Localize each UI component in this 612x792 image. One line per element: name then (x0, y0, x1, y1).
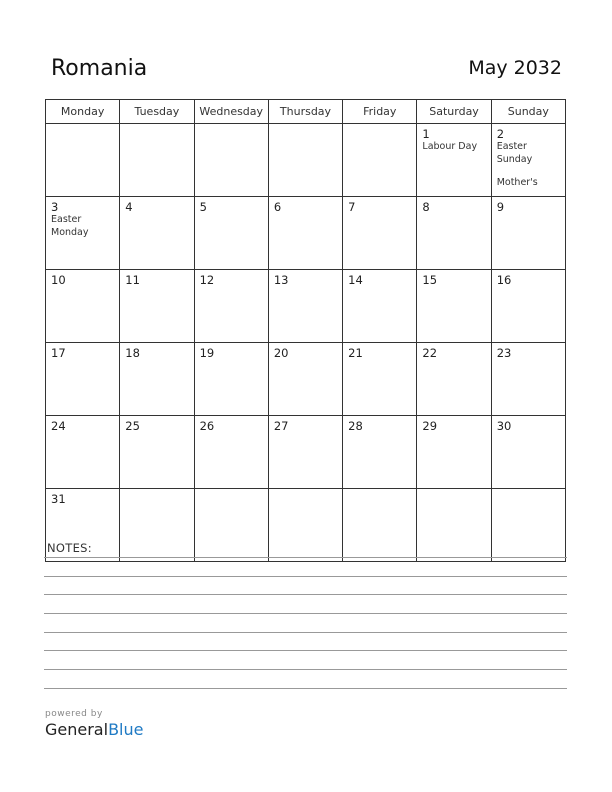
day-number: 5 (199, 200, 207, 214)
week-row (46, 343, 566, 416)
day-cell (343, 197, 417, 270)
month-title: May 2032 (468, 57, 562, 79)
day-cell (46, 343, 120, 416)
day-cell (417, 197, 491, 270)
day-number: 31 (51, 492, 66, 506)
day-number: 4 (125, 200, 133, 214)
day-cell (268, 416, 342, 489)
day-cell (46, 270, 120, 343)
day-number: 18 (125, 346, 140, 360)
notes-line (44, 650, 567, 651)
holiday-label: Easter Sunday (496, 141, 533, 165)
weekday-sunday: Sunday (491, 100, 565, 124)
day-number: 7 (348, 200, 356, 214)
notes-line (44, 669, 567, 670)
day-number: 15 (422, 273, 438, 287)
day-cell (343, 489, 417, 562)
generalblue-logo (45, 720, 143, 739)
day-cell (417, 124, 491, 197)
day-cell (120, 343, 194, 416)
weekday-saturday: Saturday (417, 100, 491, 124)
day-cell (491, 124, 565, 197)
day-number: 24 (51, 419, 66, 433)
day-number: 23 (496, 346, 512, 360)
day-number: 8 (422, 200, 430, 214)
notes-label: NOTES: (47, 541, 92, 555)
weekday-friday: Friday (343, 100, 417, 124)
week-row (46, 416, 566, 489)
weekday-header-row (46, 100, 566, 124)
day-number: 21 (348, 346, 363, 360)
day-cell (417, 343, 491, 416)
week-row (46, 124, 566, 197)
footer-brand (45, 709, 143, 739)
day-cell (194, 343, 268, 416)
day-number: 3 (51, 200, 59, 214)
holiday-label: Easter Monday (51, 214, 89, 238)
holiday-label: Mother's (496, 177, 538, 188)
day-cell (46, 124, 120, 197)
day-number: 14 (348, 273, 363, 287)
day-cell (491, 197, 565, 270)
weekday-monday: Monday (46, 100, 120, 124)
day-cell (120, 270, 194, 343)
day-number: 28 (348, 419, 363, 433)
day-number: 11 (125, 273, 140, 287)
day-number: 13 (273, 273, 289, 287)
day-cell (491, 270, 565, 343)
day-cell (268, 124, 342, 197)
day-number: 29 (422, 419, 438, 433)
week-row (46, 197, 566, 270)
day-cell (194, 416, 268, 489)
day-number: 6 (273, 200, 282, 214)
day-cell (268, 197, 342, 270)
notes-line (44, 613, 567, 614)
notes-line (44, 632, 567, 633)
weekday-tuesday: Tuesday (120, 100, 194, 124)
day-cell (268, 270, 342, 343)
calendar-grid (45, 99, 566, 562)
week-row (46, 270, 566, 343)
day-cell (120, 416, 194, 489)
powered-by-text: powered by (45, 709, 103, 719)
day-number: 25 (125, 419, 140, 433)
day-number: 22 (422, 346, 438, 360)
day-cell (343, 416, 417, 489)
day-cell (120, 489, 194, 562)
day-cell (194, 489, 268, 562)
day-cell (417, 489, 491, 562)
week-row (46, 489, 566, 562)
day-number: 16 (496, 273, 512, 287)
day-cell (120, 197, 194, 270)
day-cell (417, 270, 491, 343)
day-number: 9 (496, 200, 505, 214)
day-cell (343, 270, 417, 343)
day-cell (417, 416, 491, 489)
day-number: 30 (496, 419, 512, 433)
weekday-wednesday: Wednesday (194, 100, 268, 124)
notes-line (44, 576, 567, 577)
day-number: 2 (496, 127, 505, 141)
holiday-label: Labour Day (422, 141, 478, 152)
notes-line (44, 594, 567, 595)
day-cell (491, 343, 565, 416)
day-cell (194, 124, 268, 197)
day-cell (268, 343, 342, 416)
day-cell (343, 124, 417, 197)
day-number: 10 (51, 273, 66, 287)
day-number: 1 (422, 127, 430, 141)
day-cell (46, 416, 120, 489)
day-number: 19 (199, 346, 215, 360)
day-number: 20 (273, 346, 289, 360)
day-cell (343, 343, 417, 416)
day-number: 27 (273, 419, 289, 433)
country-title: Romania (51, 56, 148, 81)
day-number: 26 (199, 419, 215, 433)
day-cell (268, 489, 342, 562)
day-number: 17 (51, 346, 66, 360)
day-cell (194, 270, 268, 343)
notes-line (44, 557, 567, 558)
day-cell (46, 197, 120, 270)
weekday-thursday: Thursday (268, 100, 342, 124)
day-cell (194, 197, 268, 270)
logo-blue: Blue (108, 720, 144, 739)
day-cell (491, 489, 565, 562)
notes-line (44, 688, 567, 689)
day-cell (120, 124, 194, 197)
day-cell (491, 416, 565, 489)
day-number: 12 (199, 273, 215, 287)
logo-general: General (45, 720, 109, 739)
